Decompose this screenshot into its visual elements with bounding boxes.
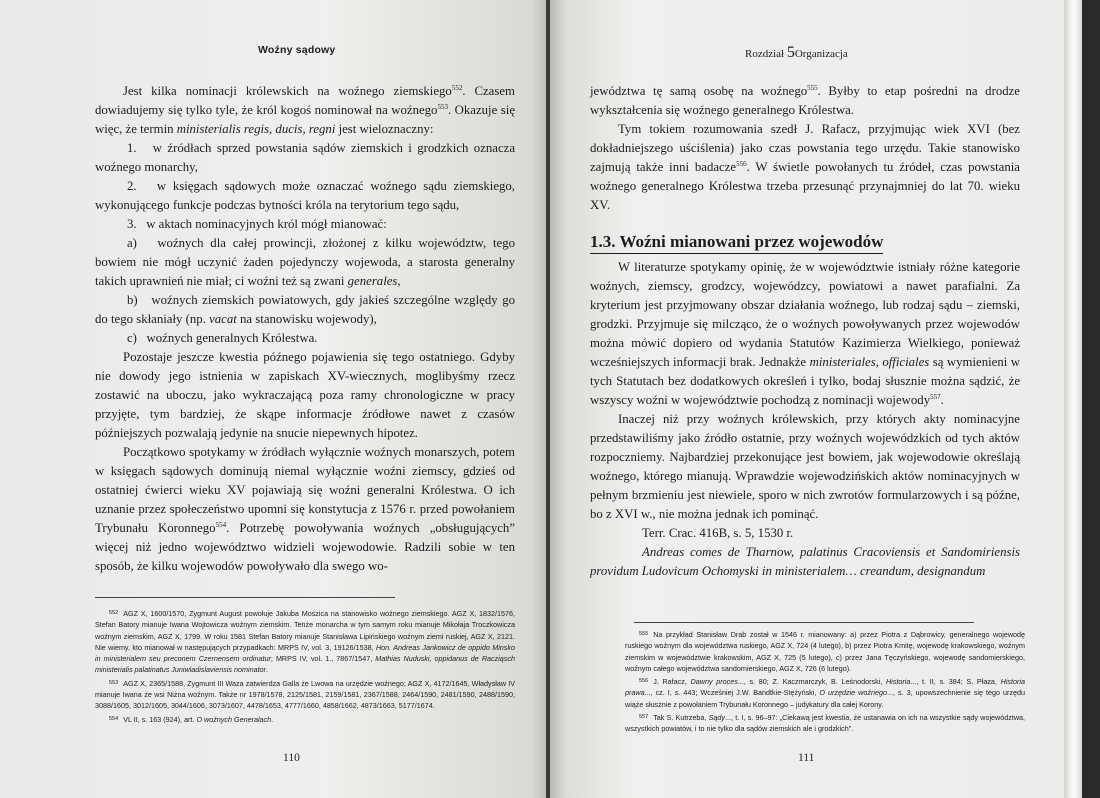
footnote-number: 556: [639, 678, 649, 685]
left-page: [0, 0, 548, 798]
paragraph: W literaturze spotykamy opinię, że w województwie istniały różne kategorie woźnych, ziemscy, grodzcy, wojewódzcy, powiatowi a nawet parafialni. Za kryterium jest przyjmowany obszar działania woźnego, lub rodzaj sądu – ziemski, grodzki. Przyjmuje się milcząco, że o woźnych powoływanych przez wojewodów można mówić dopiero od wydania Statutów Kazimierza Wielkiego, ponieważ wcześniejszych informacji brak. Jednakże ministeriales, officiales są wymienieni w tych Statutach bez dodatkowych określeń i tylko, bodaj słusznie można sądzić, że wszyscy woźni w województwie pochodzą z nominacji wojewody$^{557}$.: [590, 260, 1020, 407]
page-number: 111: [798, 752, 815, 764]
footnotes: [95, 608, 515, 727]
main-text: [590, 82, 1020, 581]
paragraph: 2. w księgach sądowych może oznaczać woźnego sądu ziemskiego, wykonującego funkcje podczas bytności króla na terytorium tego sądu,: [95, 179, 515, 212]
paragraph: a) woźnych dla całej prowincji, złożonej z kilku województw, tego bowiem nie mógł uczynić żaden pojedynczy wojewoda, a starosta generalny takich uprawnień nie miał; ci woźni też są zwani generales,: [95, 236, 515, 288]
footnote: [95, 714, 515, 725]
main-text: [95, 82, 515, 576]
paragraph: Początkowo spotykamy w źródłach wyłącznie woźnych monarszych, potem w księgach sądowych dominują niemal wyłącznie woźni ziemscy, gdzieś od ostatniej ćwierci wieku XV pojawiają się woźni generalni Królestwa. O ich uznanie przez społeczeństwo upomni się konstytucja z 1576 r. przed powołaniem Trybunału Koronnego$^{554}$. Potrzebę powoływania woźnych „obsługujących” więcej niż jedno województwo widzieli wojewodowie. Radzili sobie w ten sposób, że kilku wojewodów powoływało dla swego wo-: [95, 445, 516, 573]
running-head: [745, 44, 848, 62]
section-heading: 1.3. Woźni mianowani przez wojewodów: [590, 232, 883, 254]
text-after-heading: [590, 258, 1020, 581]
paragraph: c) woźnych generalnych Królestwa.: [127, 331, 318, 345]
footnote: [625, 712, 1025, 735]
running-head: Woźny sądowy: [258, 44, 336, 56]
footnote-rule: [634, 622, 974, 623]
footnote-text: J. Rafacz, Dawny proces..., s. 80; Z. Kaczmarczyk, B. Leśnodorski, Historia..., t. II, s. 384; S. Płaza, Historia prawa..., cz. I, s. 443; Wcześniej J.W. Bandtkie-Stężyński, O urzędzie woźnego..., s. 3, upowszechnienie się tego urzędu wiąże słusznie z powołaniem Trybunału Koronnego – judykatury dla całej Korony.: [625, 677, 1025, 709]
paragraph: Terr. Crac. 416B, s. 5, 1530 r.: [642, 526, 794, 540]
footnote-number: 553: [109, 679, 119, 686]
footnote: [95, 608, 515, 676]
running-head-title: Organizacja: [794, 48, 848, 60]
right-page: [550, 0, 1082, 798]
footnotes: [625, 629, 1025, 737]
footnote-number: 557: [639, 714, 649, 721]
footnote-text: AGZ X, 2365/1588, Zygmunt III Waza zatwierdza Galla że Lwowa na urzędzie woźnego; AGZ X, 4172/1645, Władysław IV mianuje Iwana że wsi Niżna woźnym. Także nr 1978/1578, 2125/1581, 2159/1581, 2367/1588, 2464/1590, 2481/1590, 2488/1590, 3088/1605, 3012/1605, 3044/1606, 3073/1607, 4478/1653, 4777/1660, 4858/1662, 4873/1663, 5177/1674.: [95, 678, 515, 711]
footnote: [95, 678, 515, 712]
page-edges: [1064, 0, 1082, 798]
footnote-rule: [95, 597, 395, 598]
footnote-number: 555: [639, 631, 649, 637]
paragraph: 3. w aktach nominacyjnych król mógł mianować:: [127, 217, 387, 231]
footnote-number: 552: [109, 610, 119, 616]
footnote: [625, 629, 1025, 674]
footnote-text: Tak S. Kutrzeba, Sądy..., t. I, s. 96–97: „Ciekawą jest kwestia, że ustanawia on ich na wszystkie sądy województwa, wszystkich powiatów, i to nie tylko dla sądów ziemskich ale i grodzkich”.: [625, 713, 1026, 734]
paragraph: Pozostaje jeszcze kwestia późnego pojawienia się tego ostatniego. Gdyby nie dowody jego istnienia w zapiskach XV-wiecznych, moglibyśmy rzecz zostawić na uboczu, jako wykraczającą poza ramy chronologiczne w pracy przyjęte, tym bardziej, że skąpe informacje źródłowe nawet z czasów późniejszych pozwalają jedynie na snucie niepewnych hipotez.: [95, 350, 515, 440]
text-before-heading: [590, 82, 1020, 215]
paragraph: jewództwa tę samą osobę na woźnego$^{555}$. Byłby to etap pośredni na drodze wykształcenia się woźnego generalnego Królestwa.: [590, 84, 1020, 117]
running-head-chapter-number: 5: [786, 44, 795, 61]
paragraph: Andreas comes de Tharnow, palatinus Cracoviensis et Sandomiriensis providum Ludovicum Ochomyski in ministerialem… creandum, designandum: [590, 545, 1020, 578]
paragraph: 1. w źródłach sprzed powstania sądów ziemskich i grodzkich oznacza woźnego monarchy,: [95, 141, 515, 174]
footnote-text: Na przykład Stanisław Drab został w 1546 r. mianowany: a) przez Piotra z Dąbrowicy, generalnego wojewodę ruskiego woźnym dla województwa ruskiego, AGZ X, 724 (4 lutego), b) przez Piotra Kmitę, wojewodę krakowskiego, woźnym ziemskim w województwie krakowskim, AGZ X, 725 (5 lutego), c) przez Jana Tęczyńskiego, wojewodę sandomierskiego, woźnym całego województwa sandomierskiego, AGZ X, 726 (6 lutego).: [625, 630, 1025, 673]
footnote-text: VL II, s. 163 (924), art. O woźnych Generalach.: [123, 714, 274, 724]
paragraph: Jest kilka nominacji królewskich na woźnego ziemskiego$^{552}$. Czasem dowiadujemy się tylko tyle, że król kogoś nominował na woźnego$^{553}$. Okazuje się więc, że termin ministerialis regis, ducis, regni jest wieloznaczny:: [95, 84, 515, 136]
paragraph: Inaczej niż przy woźnych królewskich, przy których akty nominacyjne przedstawiliśmy jako źródło ostatnie, przy woźnych wojewódzkich od tych aktów rozpoczniemy. Najbardziej przekonujące jest bowiem, jak wojewodowie określają woźnego, którego mianują. Wprawdzie wojewodzińskich aktów nominacyjnych w pełnym brzmieniu jest niewiele, sporo w nich zwrotów formularzowych i są późne, bo z XVI w., nie można jednak ich pominąć.: [590, 412, 1020, 521]
footnote: [625, 676, 1025, 710]
running-head-chapter: Rozdział: [745, 48, 785, 60]
footnote-number: 554: [109, 715, 119, 722]
paragraph: Tym tokiem rozumowania szedł J. Rafacz, przyjmując wiek XVI (bez dokładniejszego uściślenia) jako czas powstania tego urzędu. Takie stanowisko zajmują także inni badacze$^{556}$. W świetle powołanych tu źródeł, czas powstania woźnego generalnego Królestwa trzeba przesunąć przynajmniej do lat 70. wieku XV.: [590, 122, 1020, 212]
footnote-text: AGZ X, 1600/1570, Zygmunt August powołuje Jakuba Moszica na stanowisko woźnego ziemskiego. AGZ X, 1832/1576, Stefan Batory mianuje Iwana Wojtowicza woźnym ziemskim. Tenże monarcha w tym samym roku mianuje Mikołaja Troczkowicza woźnym ziemskim, AGZ X, 1799. W roku 1581 Stefan Batory mianuje Stanisława Lipińskiego woźnym ziemi ruskiej, AGZ X, 2121. Nie wiemy, kto mianował w następujących przypadkach: MRPS IV, vol. 3, 19126/1538, Hon. Andreas Jankowicz de oppido Minsko in ministerialem seu preconem Czernensem ordinatur; MRPS IV, vol. 1., 7867/1547, Mathias Nuduski, oppidanus de Racziąsch ministerialis palatinatus Juniwladislaviensis nominator.: [95, 609, 515, 675]
page-number: 110: [283, 752, 300, 764]
paragraph: b) woźnych ziemskich powiatowych, gdy jakieś szczególne względy go do tego skłaniały (np. vacat na stanowisku wojewody),: [95, 293, 515, 326]
